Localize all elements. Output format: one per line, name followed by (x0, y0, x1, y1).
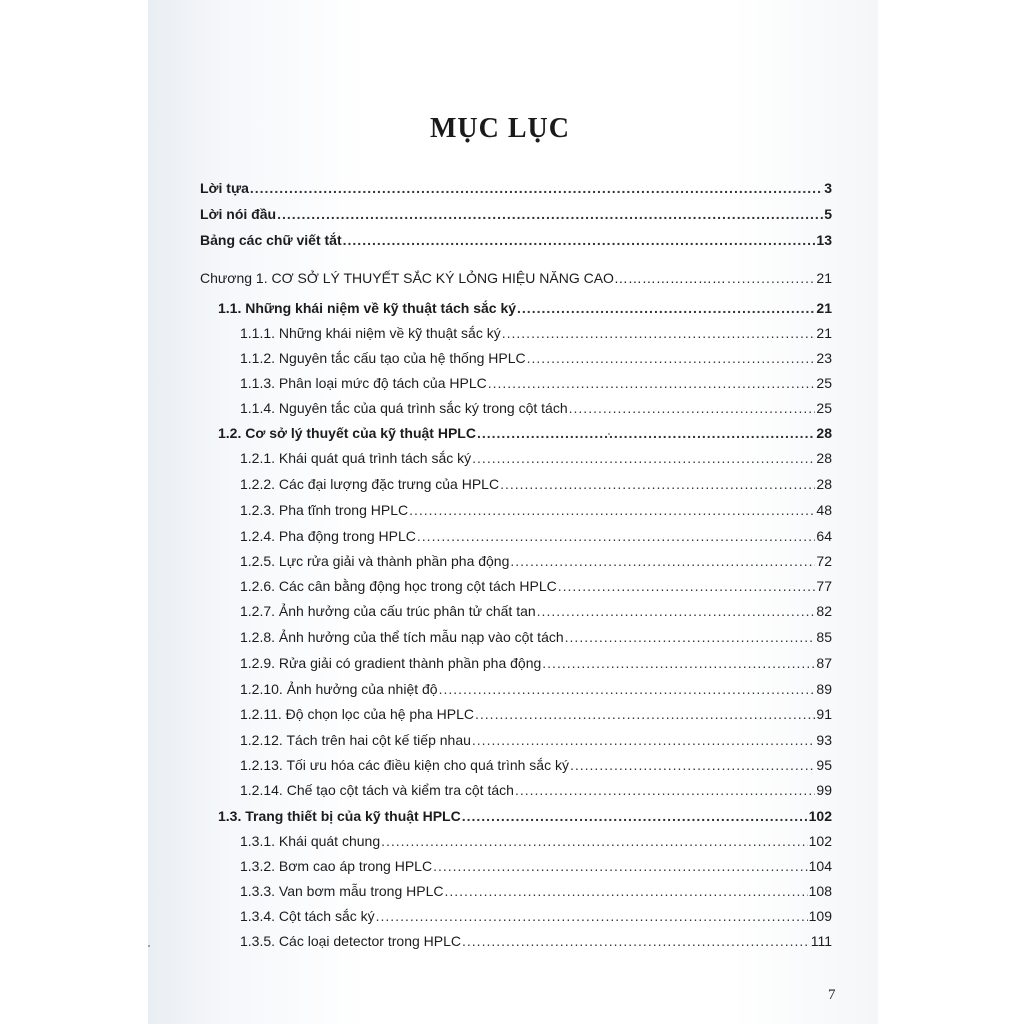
toc-entry-label: 1.2.4. Pha động trong HPLC (240, 528, 416, 544)
toc-entry-label: 1.3.5. Các loại detector trong HPLC (240, 933, 462, 949)
toc-entry-label: 1.1.2. Nguyên tắc cấu tạo của hệ thống HPLC (240, 350, 526, 366)
toc-entry-label: 1.3.1. Khái quát chung (240, 833, 381, 849)
leader-dots (502, 325, 816, 341)
toc-entry-page: 21 (816, 325, 832, 341)
toc-entry-label: 1.2.13. Tối ưu hóa các điều kiện cho quá trình sắc ký (240, 757, 569, 773)
toc-entry-page: 89 (816, 681, 832, 697)
toc-entry-label: 1.2.8. Ảnh hưởng của thể tích mẫu nạp vào cột tách (240, 629, 564, 645)
toc-entry-subsection[interactable] (240, 706, 832, 728)
toc-entry-page: 13 (816, 232, 832, 248)
toc-entry-page: 87 (816, 655, 832, 671)
leader-dots (475, 706, 815, 722)
toc-entry-label: 1.2.7. Ảnh hưởng của cấu trúc phân tử chất tan (240, 603, 536, 619)
leader-dots (558, 578, 816, 594)
leader-dots (462, 808, 808, 824)
toc-entry-page: 21 (816, 270, 832, 286)
toc-entry-section[interactable] (218, 300, 832, 322)
leader-dots (477, 425, 815, 441)
toc-entry-page: 23 (816, 350, 832, 366)
toc-entry-section[interactable] (218, 808, 832, 830)
toc-entry-subsection[interactable] (240, 603, 832, 625)
toc-entry-label: 1.2.2. Các đại lượng đặc trưng của HPLC (240, 476, 500, 492)
toc-entry-label: 1.2.1. Khái quát quá trình tách sắc ký (240, 450, 472, 466)
toc-entry-subsection[interactable] (240, 400, 832, 422)
toc-entry-subsection[interactable] (240, 629, 832, 651)
toc-entry-chapter[interactable] (200, 270, 832, 292)
toc-entry-page: 109 (808, 908, 832, 924)
leader-dots (488, 375, 816, 391)
toc-entry-subsection[interactable] (240, 933, 832, 955)
leader-dots (472, 450, 815, 466)
toc-entry-subsection[interactable] (240, 833, 832, 855)
leader-dots (500, 476, 815, 492)
toc-entry-page: 108 (808, 883, 832, 899)
toc-entry-page: 3 (824, 180, 832, 196)
toc-entry-label: 1.2.12. Tách trên hai cột kế tiếp nhau (240, 732, 471, 748)
leader-dots (462, 933, 810, 949)
toc-entry-page: 28 (816, 450, 832, 466)
toc-entry-label: 1.3.2. Bơm cao áp trong HPLC (240, 858, 433, 874)
toc-entry-subsection[interactable] (240, 883, 832, 905)
toc-entry-page: 104 (808, 858, 832, 874)
toc-entry-page: 102 (808, 808, 832, 824)
toc-entry-page: 77 (816, 578, 832, 594)
toc-entry-subsection[interactable] (240, 553, 832, 575)
toc-entry-label: Bảng các chữ viết tắt (200, 232, 342, 248)
leader-dots (433, 858, 808, 874)
toc-entry-page: 82 (816, 603, 832, 619)
toc-entry-page: 64 (816, 528, 832, 544)
toc-entry-page: 99 (816, 782, 832, 798)
toc-entry-label: 1.3.4. Cột tách sắc ký (240, 908, 375, 924)
toc-entry-label: 1.2.11. Độ chọn lọc của hệ pha HPLC (240, 706, 475, 722)
toc-entry-subsection[interactable] (240, 502, 832, 524)
toc-entry-page: 28 (816, 476, 832, 492)
toc-entry-front[interactable] (200, 232, 832, 254)
toc-entry-label: 1.2.9. Rửa giải có gradient thành phần pha động (240, 655, 542, 671)
toc-entry-label: 1.2.5. Lực rửa giải và thành phần pha động (240, 553, 510, 569)
toc-entry-subsection[interactable] (240, 578, 832, 600)
leader-dots (439, 681, 816, 697)
leader-dots (542, 655, 815, 671)
page-title: MỤC LỤC (430, 113, 570, 144)
toc-entry-page: 25 (816, 375, 832, 391)
toc-entry-label: 1.2.6. Các cân bằng động học trong cột tách HPLC (240, 578, 557, 594)
leader-dots (472, 732, 816, 748)
page-number: 7 (828, 987, 836, 1003)
toc-entry-label: Lời nói đầu (200, 206, 277, 222)
leader-dots (381, 833, 808, 849)
toc-entry-label: Chương 1. CƠ SỞ LÝ THUYẾT SẮC KÝ LỎNG HIỆU NĂNG CAO…………………… (200, 270, 726, 286)
leader-dots (565, 629, 816, 645)
leader-dots (727, 270, 815, 286)
toc-entry-subsection[interactable] (240, 681, 832, 703)
leader-dots (409, 502, 815, 518)
leader-dots (515, 782, 815, 798)
toc-entry-label: 1.1. Những khái niệm về kỹ thuật tách sắc ký (218, 300, 517, 316)
toc-entry-label: 1.1.4. Nguyên tắc của quá trình sắc ký trong cột tách (240, 400, 568, 416)
toc-entry-section[interactable] (218, 425, 832, 447)
toc-entry-subsection[interactable] (240, 528, 832, 550)
toc-entry-label: 1.2. Cơ sở lý thuyết của kỹ thuật HPLC (218, 425, 476, 441)
toc-entry-subsection[interactable] (240, 858, 832, 880)
leader-dots (569, 400, 816, 416)
toc-entry-label: 1.3. Trang thiết bị của kỹ thuật HPLC (218, 808, 461, 824)
toc-entry-subsection[interactable] (240, 782, 832, 804)
toc-entry-subsection[interactable] (240, 476, 832, 498)
toc-entry-subsection[interactable] (240, 655, 832, 677)
toc-entry-page: 91 (816, 706, 832, 722)
leader-dots (343, 232, 816, 248)
toc-entry-label: Lời tựa (200, 180, 249, 196)
toc-entry-subsection[interactable] (240, 325, 832, 347)
toc-entry-label: 1.2.3. Pha tĩnh trong HPLC (240, 502, 409, 518)
leader-dots (250, 180, 823, 196)
leader-dots (417, 528, 816, 544)
leader-dots (444, 883, 807, 899)
toc-entry-label: 1.2.10. Ảnh hưởng của nhiệt độ (240, 681, 438, 697)
toc-entry-subsection[interactable] (240, 450, 832, 472)
toc-entry-page: 111 (810, 933, 832, 949)
toc-entry-front[interactable] (200, 180, 832, 202)
leader-dots (277, 206, 823, 222)
leader-dots (510, 553, 815, 569)
toc-entry-page: 48 (816, 502, 832, 518)
leader-dots (517, 300, 815, 316)
toc-entry-label: 1.3.3. Van bơm mẫu trong HPLC (240, 883, 444, 899)
leader-dots (537, 603, 816, 619)
toc-entry-page: 72 (816, 553, 832, 569)
toc-entry-label: 1.2.14. Chế tạo cột tách và kiểm tra cột tách (240, 782, 514, 798)
toc-entry-page: 102 (808, 833, 832, 849)
toc-entry-page: 21 (816, 300, 832, 316)
scan-speck (608, 433, 610, 435)
toc-entry-subsection[interactable] (240, 908, 832, 930)
toc-entry-page: 25 (816, 400, 832, 416)
toc-entry-page: 93 (816, 732, 832, 748)
toc-entry-page: 5 (824, 206, 832, 222)
toc-entry-page: 28 (816, 425, 832, 441)
toc-entry-page: 95 (816, 757, 832, 773)
toc-entry-subsection[interactable] (240, 757, 832, 779)
toc-entry-page: 85 (816, 629, 832, 645)
toc-entry-subsection[interactable] (240, 350, 832, 372)
scan-speck (148, 945, 150, 947)
leader-dots (527, 350, 816, 366)
toc-entry-front[interactable] (200, 206, 832, 228)
toc-entry-label: 1.1.1. Những khái niệm về kỹ thuật sắc ký (240, 325, 501, 341)
toc-entry-subsection[interactable] (240, 375, 832, 397)
toc-entry-subsection[interactable] (240, 732, 832, 754)
leader-dots (570, 757, 815, 773)
toc-entry-label: 1.1.3. Phân loại mức độ tách của HPLC (240, 375, 487, 391)
leader-dots (376, 908, 808, 924)
